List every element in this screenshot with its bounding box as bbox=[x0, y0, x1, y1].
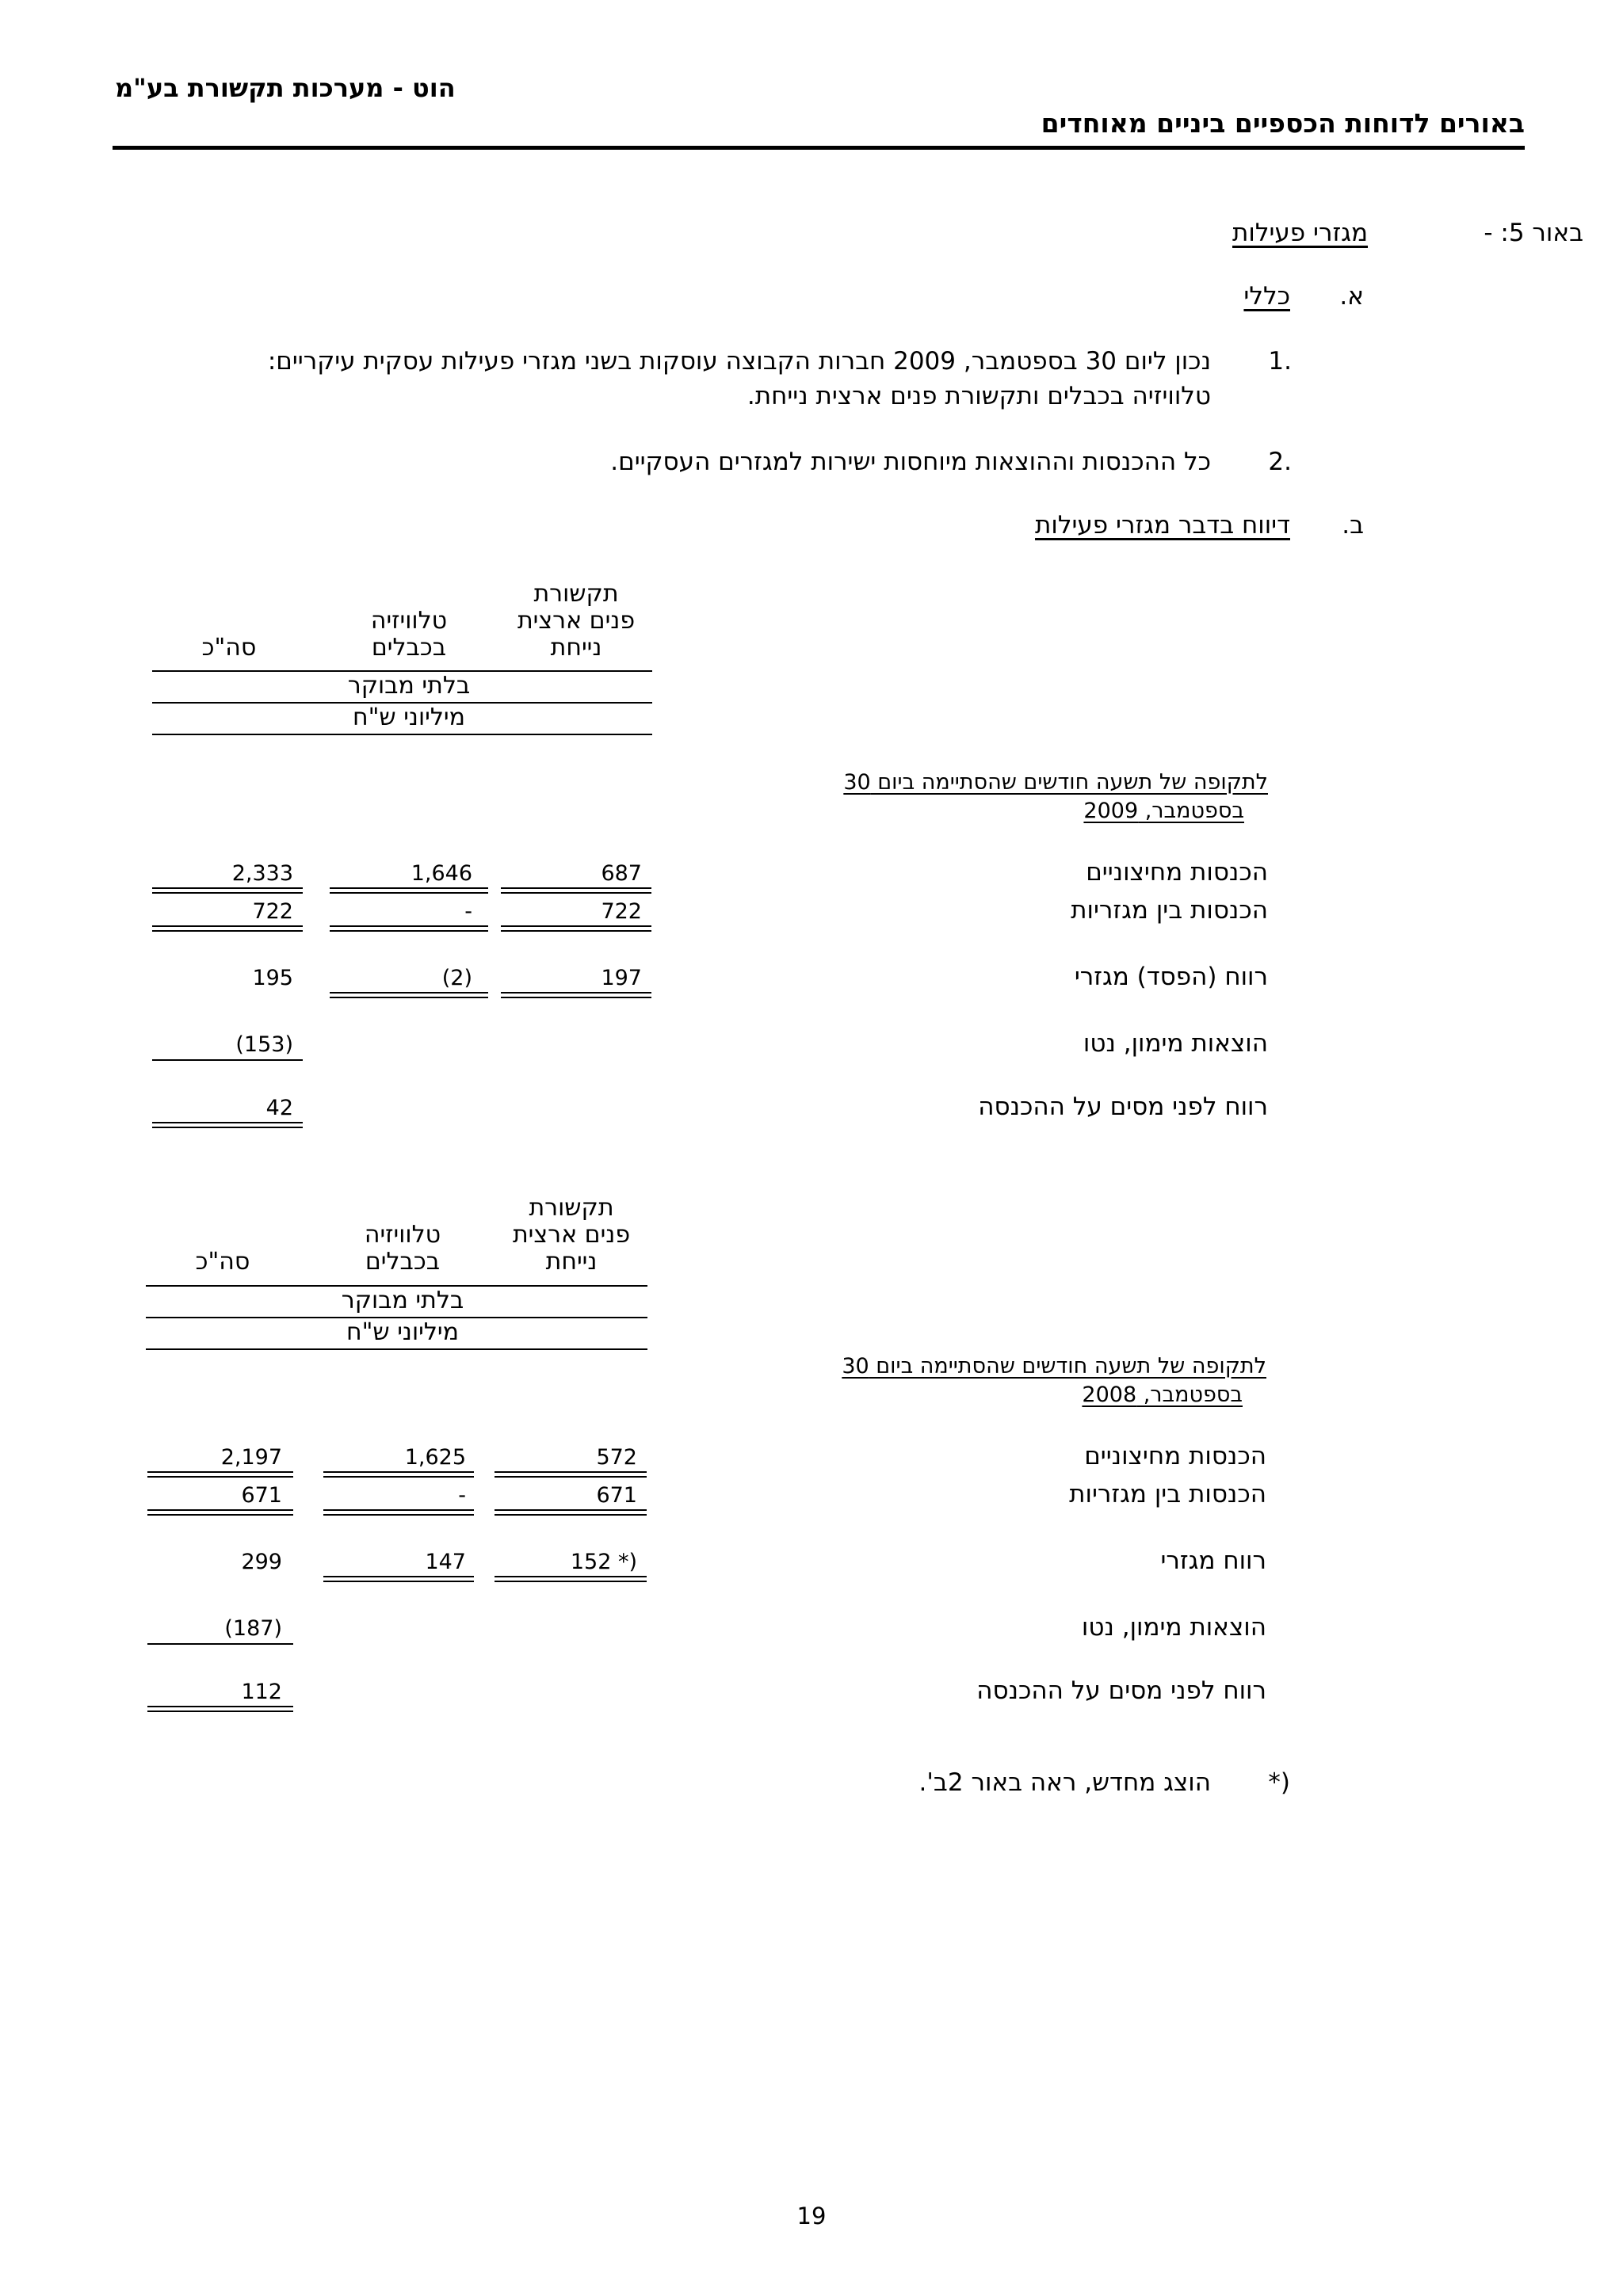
cell-telecom: 572 bbox=[596, 1445, 637, 1470]
period-2008-line1: לתקופה של תשעה חודשים שהסתיימה ביום 30 bbox=[842, 1354, 1266, 1379]
underline bbox=[323, 1576, 474, 1577]
period-2009 bbox=[824, 769, 1268, 826]
cell-tv: (2) bbox=[441, 966, 472, 990]
cell-total: 722 bbox=[252, 899, 293, 924]
underline bbox=[330, 992, 488, 994]
cell-total: 2,197 bbox=[220, 1445, 282, 1470]
col-tv-header bbox=[323, 1222, 482, 1276]
cell-total: (153) bbox=[235, 1032, 293, 1057]
units-label: מיליוני ש"ח bbox=[353, 704, 465, 731]
para1-line2: טלוויזיה בכבלים ותקשורת פנים ארצית נייחת. bbox=[747, 382, 1211, 410]
col-telecom-line3: נייחת bbox=[550, 634, 602, 662]
cell-tv: 1,625 bbox=[404, 1445, 466, 1470]
para1-number: .1 bbox=[1268, 347, 1292, 376]
col-tv-line1: טלוויזיה bbox=[364, 1221, 441, 1249]
col-telecom-header bbox=[501, 581, 651, 662]
underline bbox=[147, 1509, 293, 1511]
cell-telecom: 152 *) bbox=[570, 1550, 637, 1574]
header-rule-3 bbox=[152, 734, 652, 735]
col-telecom-line2: פנים ארצית bbox=[512, 1221, 631, 1249]
cell-tv: - bbox=[464, 899, 472, 924]
section-b-letter: ב. bbox=[1342, 511, 1364, 540]
cell-total: (187) bbox=[224, 1616, 282, 1641]
col-telecom-line2: פנים ארצית bbox=[517, 607, 636, 635]
row-label: הכנסות מחיצוניים bbox=[1086, 858, 1268, 887]
row-label: הוצאות מימון, נטו bbox=[1083, 1029, 1268, 1058]
footnote-mark: *) bbox=[1268, 1768, 1290, 1797]
company-name: הוט - מערכות תקשורת בע"מ bbox=[115, 73, 456, 103]
para2-number: .2 bbox=[1268, 448, 1292, 476]
cell-tv: - bbox=[458, 1483, 466, 1508]
period-2008-line2: בספטמבר, 2008 bbox=[1082, 1383, 1243, 1407]
col-telecom-line1: תקשורת bbox=[533, 580, 619, 608]
col-telecom-header bbox=[496, 1195, 647, 1276]
period-2009-line2: בספטמבר, 2009 bbox=[1083, 799, 1244, 823]
col-tv-line2: בכבלים bbox=[371, 634, 447, 662]
col-telecom-line1: תקשורת bbox=[529, 1194, 614, 1222]
document-title: באורים לדוחות הכספיים ביניים מאוחדים bbox=[1041, 108, 1525, 139]
para1-line1: נכון ליום 30 בספטמבר, 2009 חברות הקבוצה עוסקות בשני מגזרי פעילות עסקית עיקריים: bbox=[267, 347, 1211, 376]
footnote-text: הוצג מחדש, ראה באור 2ב'. bbox=[918, 1768, 1211, 1797]
cell-total: 195 bbox=[252, 966, 293, 990]
underline bbox=[501, 992, 651, 994]
col-telecom-line3: נייחת bbox=[545, 1248, 598, 1276]
col-total-header: סה"כ bbox=[201, 634, 257, 662]
underline bbox=[147, 1706, 293, 1707]
unaudited-label: בלתי מבוקר bbox=[347, 672, 471, 700]
cell-telecom: 671 bbox=[596, 1483, 637, 1508]
cell-total: 2,333 bbox=[231, 861, 293, 886]
col-tv-header bbox=[330, 608, 488, 662]
underline bbox=[495, 1576, 647, 1577]
row-label: רווח מגזרי bbox=[1160, 1547, 1266, 1575]
cell-telecom: 722 bbox=[601, 899, 642, 924]
section-a-title: כללי bbox=[1243, 282, 1290, 311]
underline bbox=[501, 887, 651, 889]
page-number: 19 bbox=[796, 2203, 827, 2229]
para1-text bbox=[268, 344, 1211, 414]
section-b-title: דיווח בדבר מגזרי פעילות bbox=[1035, 511, 1290, 540]
row-label: הוצאות מימון, נטו bbox=[1081, 1613, 1266, 1642]
header-rule bbox=[113, 146, 1525, 150]
underline bbox=[152, 887, 303, 889]
row-label: רווח לפני מסים על ההכנסה bbox=[976, 1676, 1266, 1705]
underline bbox=[495, 1509, 647, 1511]
row-label: רווח (הפסד) מגזרי bbox=[1074, 963, 1268, 991]
period-2009-line1: לתקופה של תשעה חודשים שהסתיימה ביום 30 bbox=[843, 770, 1268, 795]
cell-tv: 147 bbox=[425, 1550, 466, 1574]
underline bbox=[495, 1471, 647, 1473]
underline bbox=[147, 1643, 293, 1645]
cell-total: 671 bbox=[241, 1483, 282, 1508]
header-rule-3 bbox=[146, 1348, 647, 1350]
cell-telecom: 687 bbox=[601, 861, 642, 886]
cell-total: 112 bbox=[241, 1680, 282, 1704]
section-a-letter: א. bbox=[1339, 282, 1364, 311]
col-tv-line1: טלוויזיה bbox=[370, 607, 448, 635]
note-number: באור 5: - bbox=[1484, 219, 1583, 247]
period-2008 bbox=[823, 1352, 1266, 1409]
col-total-header: סה"כ bbox=[195, 1248, 250, 1276]
underline bbox=[152, 1122, 303, 1123]
cell-tv: 1,646 bbox=[411, 861, 472, 886]
underline bbox=[330, 925, 488, 927]
col-tv-line2: בכבלים bbox=[365, 1248, 441, 1276]
underline bbox=[330, 887, 488, 889]
cell-total: 299 bbox=[241, 1550, 282, 1574]
row-label: הכנסות בין מגזריות bbox=[1071, 896, 1268, 925]
units-label: מיליוני ש"ח bbox=[346, 1318, 459, 1346]
underline bbox=[152, 1059, 303, 1061]
row-label: הכנסות מחיצוניים bbox=[1084, 1442, 1266, 1470]
underline bbox=[147, 1471, 293, 1473]
row-label: רווח לפני מסים על ההכנסה bbox=[978, 1093, 1268, 1121]
note-title: מגזרי פעילות bbox=[1232, 219, 1368, 247]
cell-telecom: 197 bbox=[601, 966, 642, 990]
para2-text: כל ההכנסות וההוצאות מיוחסות ישירות למגזרים העסקיים. bbox=[610, 448, 1211, 476]
underline bbox=[323, 1471, 474, 1473]
underline bbox=[323, 1509, 474, 1511]
unaudited-label: בלתי מבוקר bbox=[341, 1287, 464, 1314]
underline bbox=[152, 925, 303, 927]
row-label: הכנסות בין מגזריות bbox=[1069, 1480, 1266, 1508]
underline bbox=[501, 925, 651, 927]
cell-total: 42 bbox=[265, 1096, 293, 1120]
